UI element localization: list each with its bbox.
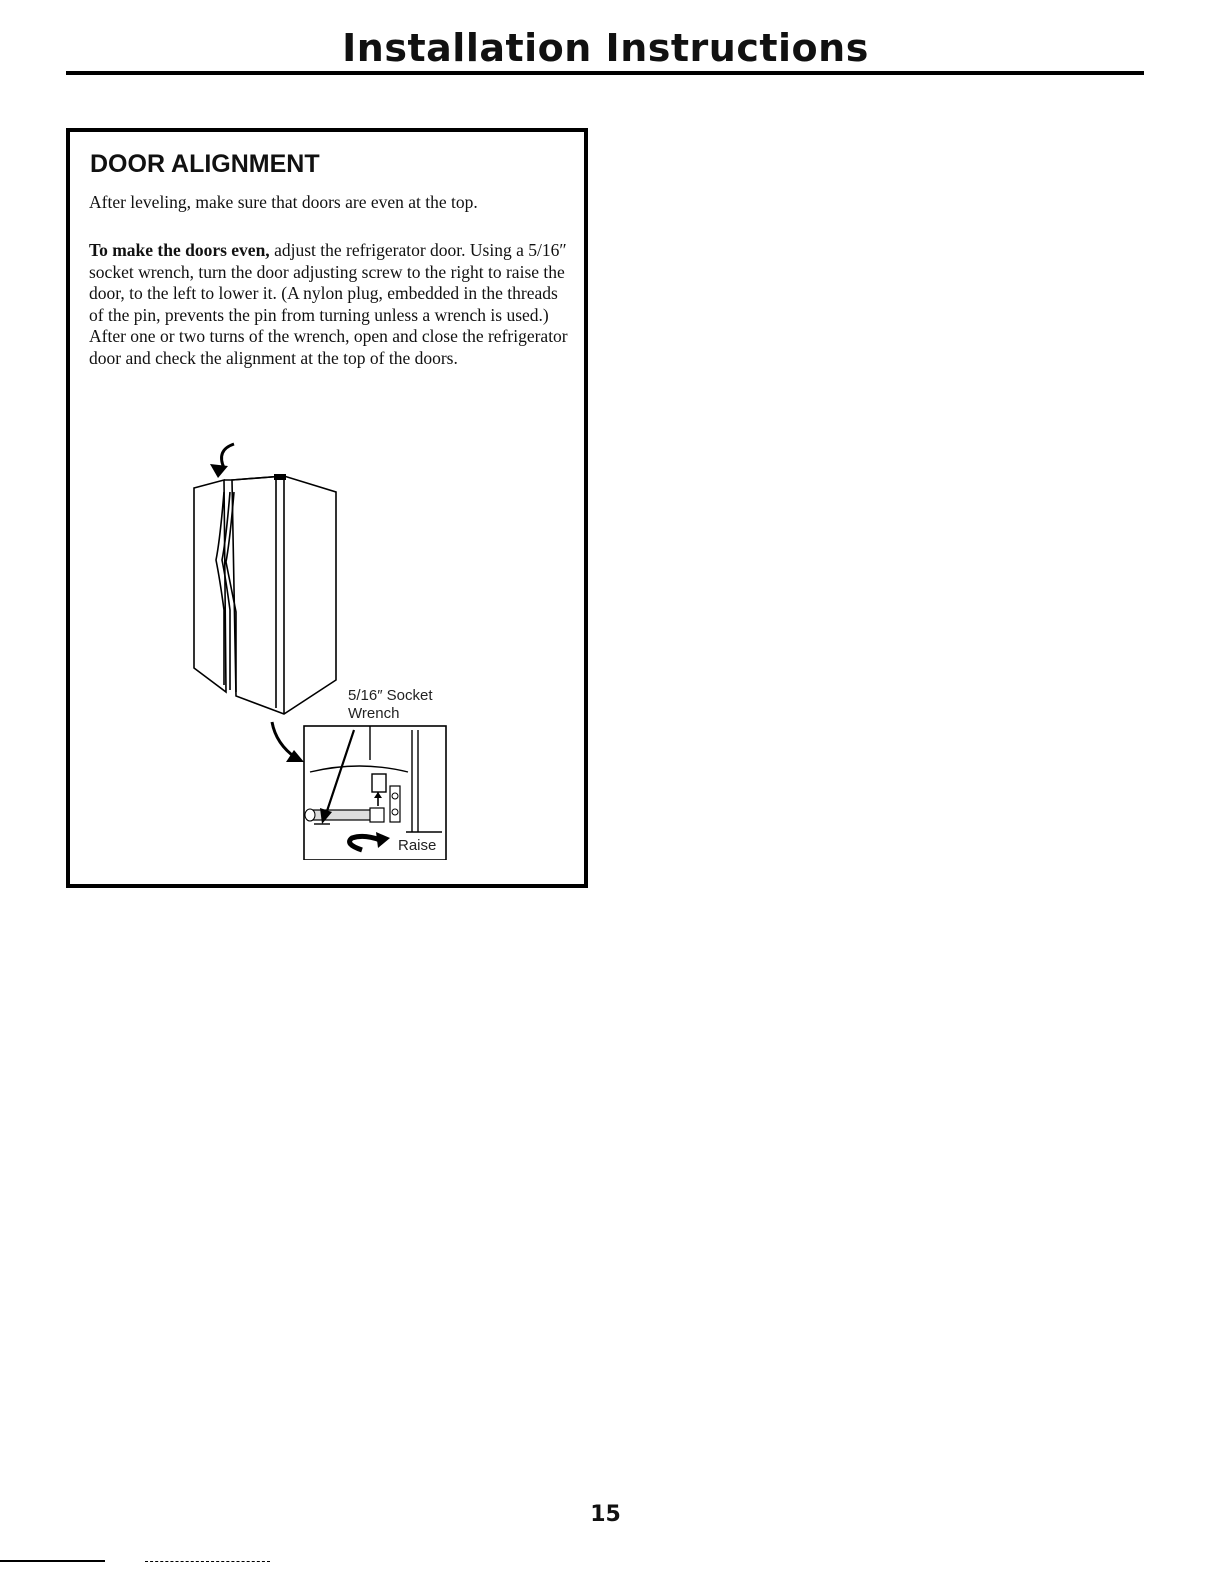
title-rule: [66, 71, 1144, 75]
door-top-arrow-icon: [210, 444, 234, 478]
instructions-text: adjust the refrigerator door. Using a 5/16″ socket wrench, turn the door adjusting screw to the right to raise the door, to the left to lower it. (A nylon plug, embedded in the threads of the pin, prevents the pin from turning unless a wrench is used.) After one or two turns of the wrench, open and close the refrigerator door and check the alignment at the top of the doors.: [89, 240, 568, 368]
instructions-bold-lead: To make the doors even,: [89, 240, 270, 260]
section-heading: DOOR ALIGNMENT: [90, 150, 320, 178]
page-number: 15: [590, 1502, 621, 1527]
detail-pointer-arrow-icon: [272, 722, 304, 762]
intro-paragraph: After leveling, make sure that doors are even at the top.: [89, 192, 478, 212]
raise-label: Raise: [398, 837, 437, 854]
wrench-label-line2: Wrench: [348, 705, 400, 722]
page-title: Installation Instructions: [342, 26, 869, 70]
footer-rule: [0, 1560, 105, 1562]
wrench-label-line1: 5/16″ Socket: [348, 687, 433, 704]
door-alignment-illustration: [180, 440, 470, 860]
refrigerator-icon: [194, 474, 336, 714]
instructions-paragraph: [89, 240, 575, 370]
footer-rule-dashed: [145, 1561, 270, 1563]
door-alignment-box: [66, 128, 588, 888]
